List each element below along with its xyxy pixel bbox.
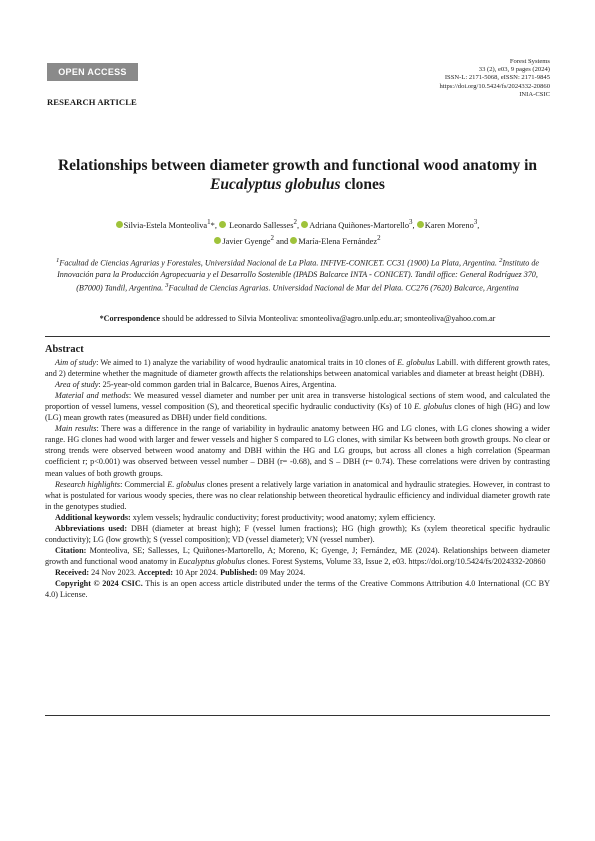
orcid-icon[interactable] [116, 221, 123, 228]
keywords [45, 512, 550, 523]
affil-number: 3 [165, 282, 169, 290]
abbreviations-label: Abbreviations used: [55, 523, 128, 533]
corresponding-mark: *, [210, 220, 217, 230]
orcid-icon[interactable] [301, 221, 308, 228]
author-separator: , [297, 220, 300, 230]
author-affil-number: 3 [409, 218, 413, 226]
journal-line: Forest Systems [509, 58, 550, 65]
author-affil-number: 1 [207, 218, 211, 226]
keywords-text: xylem vessels; hydraulic conductivity; forest productivity; wood anatomy; xylem efficiency. [130, 512, 436, 522]
journal-line: ISSN-L: 2171-5068, eISSN: 2171-9845 [444, 74, 550, 82]
keywords-label: Additional keywords: [55, 512, 131, 522]
species-name: E. globulus [414, 402, 452, 412]
species-name: E. globulus [397, 358, 435, 368]
highlights-label: Research highlights [55, 479, 121, 489]
copyright-text: This is an open access article distributed under the terms of the Creative Commons Attribution 4.0 International (CC BY 4.0) License. [45, 578, 550, 600]
author-name: Leonardo Sallesses [229, 220, 294, 230]
citation-text: clones. Forest Systems, Volume 33, Issue 2, e03. https://doi.org/10.5424/fs/2024332-20860 [244, 556, 546, 566]
title-line-1: Relationships between diameter growth and functional wood anatomy in [57, 157, 538, 174]
affil-number: 2 [498, 257, 503, 264]
accepted-label: Accepted: [138, 567, 174, 577]
published-date: 09 May 2024. [257, 567, 306, 577]
area-text: : 25-year-old common garden trial in Balcarce, Buenos Aires, Argentina. [98, 380, 337, 390]
methods-label: Material and methods [55, 391, 129, 401]
aim-label: Aim of study [55, 358, 97, 368]
author-name: Silvia-Estela Monteoliva [123, 220, 208, 230]
orcid-icon[interactable] [219, 221, 226, 228]
abstract-aim [45, 357, 550, 379]
journal-line: 33 (2), e03, 9 pages (2024) [478, 66, 550, 74]
author-name: Karen Moreno [424, 220, 474, 230]
results-text: : There was a difference in the range of variability in hydraulic anatomy between HG and LG clones, with LG clones showing a wider range. HG clones had wood with larger and fewer vessels and higher S compared to LG clones, with similar Ks between both growth groups. No clear or strong trends were observed between wood anatomy and DBH within the HG and LG groups, but across all clones a high correlation (Spearman coefficient r; p<0.001) was observed between vessel number – DBH (r= -0.68), and S – DBH (r= 0.74). These correlations were driven by contrasting mean values of both growth groups. [45, 424, 550, 478]
correspondence-text: should be addressed to Silvia Monteoliva: smonteoliva@agro.unlp.edu.ar; smonteoliva@yahoo.com.ar [160, 314, 496, 323]
published-label: Published: [220, 567, 258, 577]
affil-text: Instituto de Innovación para la Producción Agropecuaria y el Desarrollo Sostenible (IPADS Balcarce INTA - CONICET). Tandil office: General Rodríguez 370, (B7000) Tandil, Argentina. [57, 258, 539, 293]
title-line-2: clones [340, 176, 385, 193]
abstract-methods [45, 390, 550, 423]
author-list [60, 216, 535, 248]
abstract-heading: Abstract [45, 344, 84, 355]
author-separator: , [412, 220, 415, 230]
species-name: E. globulus [167, 479, 205, 489]
author-affil-number: 2 [270, 233, 275, 242]
aim-text: Labill. with different growth rates, and 2) determine whether the magnitude of diameter growth affects the relationships between anatomical variables and diameter at breast height (DBH). [45, 358, 550, 379]
results-label: Main results [55, 424, 97, 434]
highlights-text: clones present a relatively large variation in anatomical and hydraulic strategies. However, in contrast to what is postulated for various woody species, there was no clear relationship between theoretical hydraulic efficiency and individual diameter growth rate in the genotypes studied. [45, 479, 550, 511]
author-affil-number: 2 [293, 218, 298, 226]
correspondence [45, 313, 550, 324]
author-conjunction: and [274, 236, 291, 246]
journal-line: INIA-CSIC [519, 90, 550, 98]
copyright-label: Copyright © 2024 CSIC. [55, 578, 143, 588]
paper-title [40, 156, 555, 194]
open-access-badge: OPEN ACCESS [47, 63, 138, 81]
bottom-divider [45, 715, 550, 716]
abbreviations [45, 523, 550, 545]
journal-info [439, 58, 550, 99]
title-species: Eucalyptus globulus [210, 176, 341, 193]
correspondence-label: *Correspondence [99, 314, 161, 323]
citation-text: Monteoliva, SE; Sallesses, L; Quiñones-Martorello, A; Moreno, K; Gyenge, J; Fernández, ME (2024). Relationships between diameter growth and functional wood anatomy in [45, 545, 550, 566]
received-date: 24 Nov 2023. [89, 567, 139, 577]
area-label: Area of study [55, 380, 99, 390]
abstract-section [45, 344, 550, 600]
abstract-results [45, 423, 550, 478]
received-label: Received: [55, 567, 90, 577]
author-separator: , [477, 220, 480, 230]
aim-text: : We aimed to 1) analyze the variability of wood hydraulic anatomical traits in 10 clones of [96, 358, 398, 368]
author-affil-number: 2 [377, 233, 381, 242]
doi-link[interactable]: https://doi.org/10.5424/fs/2024332-20860 [439, 82, 550, 90]
affil-text: Facultad de Ciencias Agrarias. Universidad Nacional de Mar del Plata. CC276 (7620) Balcarce, Argentina [168, 283, 519, 293]
orcid-icon[interactable] [290, 237, 297, 244]
affil-number: 1 [56, 257, 60, 264]
methods-text: clones of high (HG) and low (LG) mean growth rates (measured as DBH) under field conditions. [45, 402, 550, 423]
citation-label: Citation: [55, 545, 87, 555]
species-name: Eucalyptus globulus [178, 556, 245, 566]
orcid-icon[interactable] [214, 237, 221, 244]
author-name: Javier Gyenge [222, 236, 271, 246]
author-name: Adriana Quiñones-Martorello [309, 220, 410, 230]
orcid-icon[interactable] [417, 221, 424, 228]
affiliations [50, 255, 545, 294]
affil-text: Facultad de Ciencias Agrarias y Forestales, Universidad Nacional de La Plata. INFIVE-CONICET. CC31 (1900) La Plata, Argentina. [59, 258, 499, 268]
author-name: María-Elena Fernández [298, 236, 378, 246]
abbreviations-text: DBH (diameter at breast high); F (vessel lumen fractions); HG (high growth); Ks (xylem theoretical specific hydraulic conductivity); LG (low growth); S (vessel composition); VD (vessel diameter); VN (vessel number). [45, 523, 551, 544]
author-affil-number: 3 [473, 218, 478, 226]
citation [45, 545, 550, 567]
top-divider [45, 336, 550, 337]
abstract-area [45, 379, 550, 390]
copyright [45, 578, 550, 600]
dates [45, 567, 550, 578]
accepted-date: 10 Apr 2024. [173, 567, 221, 577]
article-type: RESEARCH ARTICLE [47, 97, 137, 107]
highlights-text: : Commercial [120, 479, 168, 489]
abstract-highlights [45, 479, 550, 512]
methods-text: : We measured vessel diameter and number per unit area in transverse histological sections of stem wood, and calculated the proportion of vessel lumens, vessel composition (S), and theoretical specific hydraulic conductivity (Ks) of 10 [45, 391, 550, 412]
